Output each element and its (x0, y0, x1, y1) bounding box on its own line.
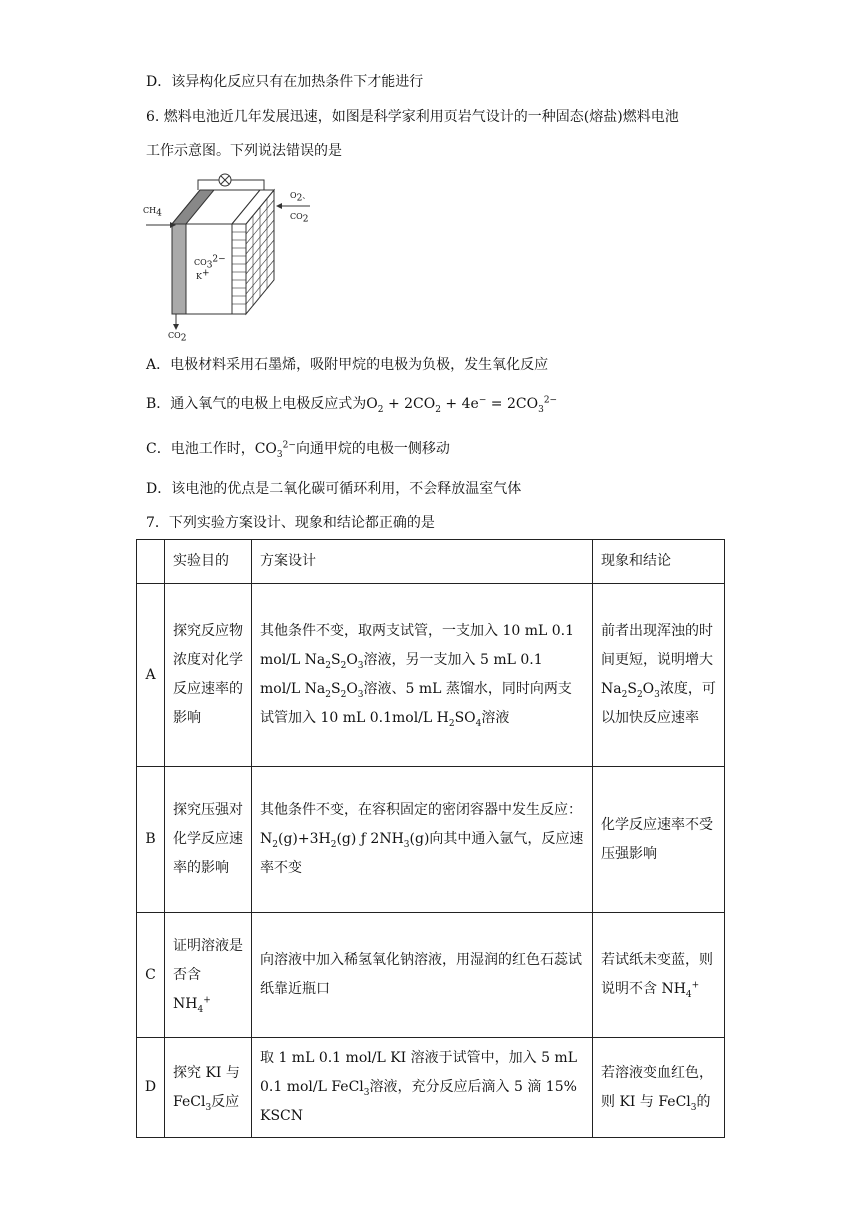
design-cell: 取 1 mL 0.1 mol/L KI 溶液于试管中，加入 5 mL 0.1 mol/L FeCl$_3$溶液，充分反应后滴入 5 滴 15% KSCN (252, 1038, 593, 1138)
purpose-cell: 探究 KI 与 FeCl$_3$反应 (165, 1038, 252, 1138)
header-purpose: 实验目的 (165, 540, 252, 584)
header-result: 现象和结论 (593, 540, 725, 584)
carbonate-ion-label: $CO_3^{2-}$ (194, 254, 226, 271)
design-cell: 其他条件不变，在容积固定的密闭容器中发生反应：$N_2(g)+3H_2(g)$ ƒ $2NH_3(g)$向其中通入氩气，反应速率不变 (252, 767, 593, 913)
purpose-cell: 探究反应物浓度对化学反应速率的影响 (165, 584, 252, 767)
table-header-row (137, 540, 725, 584)
q7-stem: 7．下列实验方案设计、现象和结论都正确的是 (146, 515, 435, 531)
header-design: 方案设计 (252, 540, 593, 584)
design-cell: 其他条件不变，取两支试管，一支加入 10 mL 0.1 mol/L $Na_2S_2O_3$溶液，另一支加入 5 mL 0.1 mol/L $Na_2S_2O_3$溶液、5 mL 蒸馏水，同时向两支试管加入 10 mL 0.1mol/L $H_2SO_4$溶液 (252, 584, 593, 767)
table-row (137, 584, 725, 767)
header-blank (137, 540, 165, 584)
design-cell: 向溶液中加入稀氢氧化钠溶液，用湿润的红色石蕊试纸靠近瓶口 (252, 913, 593, 1038)
table-row (137, 1038, 725, 1138)
table-row (137, 767, 725, 913)
anode-electrode (172, 224, 186, 314)
result-cell: 化学反应速率不受压强影响 (593, 767, 725, 913)
q6-option-a: A．电极材料采用石墨烯，吸附甲烷的电极为负极，发生氧化反应 (146, 357, 549, 373)
row-label: D (137, 1038, 165, 1138)
result-cell: 若试纸未变蓝，则说明不含 $NH_4^+$ (593, 913, 725, 1038)
row-label: B (137, 767, 165, 913)
row-label: C (137, 913, 165, 1038)
fuel-cell-diagram (140, 168, 320, 343)
q6-option-b: B．通入氧气的电极上电极反应式为$O_2 + 2CO_2 + 4e^- = 2CO_3^{2-}$ (146, 395, 558, 415)
option-b-equation: $O_2 + 2CO_2 + 4e^- = 2CO_3^{2-}$ (366, 395, 558, 415)
q6-stem-line2: 工作示意图。下列说法错误的是 (146, 143, 342, 159)
result-cell: 若溶液变血红色，则 KI 与 FeCl$_3$的 (593, 1038, 725, 1138)
purpose-cell: 探究压强对化学反应速率的影响 (165, 767, 252, 913)
co2-in-label: $CO_2$ (290, 212, 309, 225)
o2-label: $O_2$、 (290, 191, 311, 204)
ch4-label: $CH_4$ (143, 206, 162, 219)
result-cell: 前者出现浑浊的时间更短，说明增大$Na_2S_2O_3$浓度，可以加快反应速率 (593, 584, 725, 767)
table-row (137, 913, 725, 1038)
row-label: A (137, 584, 165, 767)
q6-stem-line1: 6. 燃料电池近几年发展迅速，如图是科学家利用页岩气设计的一种固态(熔盐)燃料电池 (146, 109, 679, 125)
q6-option-c: C．电池工作时，$CO_3^{2-}$向通甲烷的电极一侧移动 (146, 440, 450, 460)
q6-option-d: D．该电池的优点是二氧化碳可循环利用，不会释放温室气体 (146, 481, 522, 497)
purpose-cell: 证明溶液是否含 $NH_4^+$ (165, 913, 252, 1038)
potassium-ion-label: K+ (196, 268, 210, 281)
co2-out-label: $CO_2$ (168, 331, 187, 344)
option-d-prev: D．该异构化反应只有在加热条件下才能进行 (146, 74, 424, 90)
experiment-table (136, 539, 725, 1138)
